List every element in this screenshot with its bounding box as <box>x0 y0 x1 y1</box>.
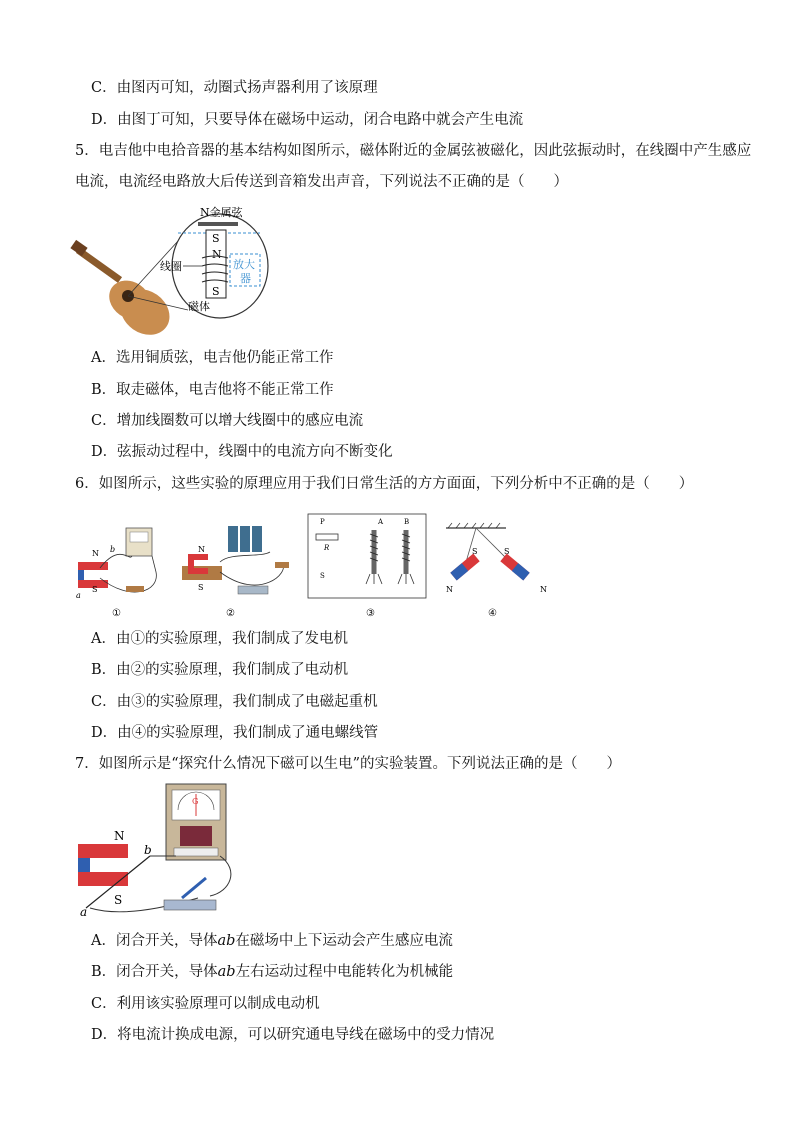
q5-label-string: N金属弦 <box>200 206 243 219</box>
f1-a: a <box>76 591 81 600</box>
q5-label-coil: 线圈 <box>160 260 182 273</box>
q6-option-d: D．由④的实验原理，我们制成了通电螺线管 <box>91 725 379 741</box>
f1-b: b <box>110 545 116 554</box>
q5-option-b: B．取走磁体，电吉他将不能正常工作 <box>91 382 334 398</box>
f3-r: R <box>324 544 330 552</box>
f3-s: S <box>320 572 325 580</box>
q6-experiments-figure <box>70 512 560 620</box>
q7-stem: 7．如图所示是“探究什么情况下磁可以生电”的实验装置。下列说法正确的是（ ） <box>75 756 622 772</box>
f4-label: ④ <box>488 608 497 619</box>
q6-option-b: B．由②的实验原理，我们制成了电动机 <box>91 662 349 678</box>
f4-n2: N <box>540 585 547 594</box>
f2-label: ② <box>226 608 235 619</box>
q7-label-b: b <box>144 843 152 857</box>
q5-label-magnet: 磁体 <box>188 300 210 313</box>
q7-option-b-ab: ab <box>217 964 236 980</box>
f1-s: S <box>92 585 98 594</box>
q6-option-a: A．由①的实验原理，我们制成了发电机 <box>91 631 348 647</box>
q5-option-d: D．弦振动过程中，线圈中的电流方向不断变化 <box>91 444 393 460</box>
q7-option-a <box>91 931 453 951</box>
f3-p: P <box>320 518 325 526</box>
q5-stem-line2: 电流，电流经电路放大后传送到音箱发出声音，下列说法不正确的是（ ） <box>75 174 568 190</box>
experiment-1 <box>76 528 156 619</box>
q7-option-b-post: 左右运动过程中电能转化为机械能 <box>235 964 454 980</box>
q7-label-g: G <box>192 797 199 806</box>
q7-label-a: a <box>80 905 88 919</box>
guitar-illustration <box>70 240 178 335</box>
q7-option-a-pre: A．闭合开关，导体 <box>91 933 218 949</box>
f4-n1: N <box>446 585 453 594</box>
switch <box>164 900 216 910</box>
q5-label-amp2: 器 <box>240 272 251 285</box>
q7-option-a-ab: ab <box>217 933 236 949</box>
q5-stem-line1: 5．电吉他中电拾音器的基本结构如图所示，磁体附近的金属弦被磁化，因此弦振动时，在线圈中产生感应 <box>75 143 752 159</box>
f2-s: S <box>198 583 204 592</box>
q6-option-c: C．由③的实验原理，我们制成了电磁起重机 <box>91 694 378 710</box>
q5-label-s-bottom: S <box>212 285 220 298</box>
experiment-3 <box>308 514 426 619</box>
f4-s1: S <box>472 547 478 556</box>
q5-option-a: A．选用铜质弦，电吉他仍能正常工作 <box>91 350 334 366</box>
q7-option-d: D．将电流计换成电源，可以研究通电导线在磁场中的受力情况 <box>91 1027 495 1043</box>
f1-label: ① <box>112 608 121 619</box>
metal-string <box>198 222 238 226</box>
f2-n: N <box>198 545 205 554</box>
galvanometer <box>166 784 226 860</box>
experiment-2 <box>182 526 289 619</box>
q4-option-c: C．由图丙可知，动圈式扬声器利用了该原理 <box>91 80 378 96</box>
f1-n: N <box>92 549 99 558</box>
q7-option-c: C．利用该实验原理可以制成电动机 <box>91 996 320 1012</box>
f4-s2: S <box>504 547 510 556</box>
q5-label-amp1: 放大 <box>233 258 255 271</box>
q7-option-b <box>91 962 453 982</box>
q5-label-s-top: S <box>212 232 220 245</box>
q6-stem: 6．如图所示，这些实验的原理应用于我们日常生活的方方面面，下列分析中不正确的是（ ） <box>75 476 694 492</box>
f3-b: B <box>404 518 410 526</box>
experiment-4 <box>446 523 547 619</box>
f3-label: ③ <box>366 608 375 619</box>
q7-option-a-post: 在磁场中上下运动会产生感应电流 <box>235 933 453 949</box>
q7-option-b-pre: B．闭合开关，导体 <box>91 964 218 980</box>
q4-option-d: D．由图丁可知，只要导体在磁场中运动，闭合电路中就会产生电流 <box>91 112 524 128</box>
q5-guitar-pickup-figure <box>70 200 280 335</box>
q7-apparatus-figure <box>70 780 240 920</box>
q5-label-n: N <box>212 248 222 261</box>
q7-label-n: N <box>114 829 125 843</box>
q5-option-c: C．增加线圈数可以增大线圈中的感应电流 <box>91 413 364 429</box>
f3-a: A <box>378 518 384 526</box>
q7-label-s: S <box>114 893 123 907</box>
